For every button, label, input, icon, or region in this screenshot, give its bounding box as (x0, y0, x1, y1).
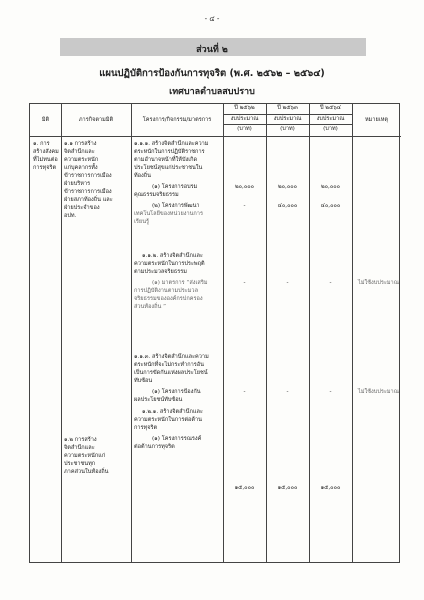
budget-2562-row-d: - (243, 389, 246, 395)
header-budget-2564: งบประมาณ (316, 116, 345, 122)
budget-2563-row-d: - (286, 389, 289, 395)
page-title: แผนปฏิบัติการป้องกันการทุจริต (พ.ศ. ๒๕๖๒ – ๒๕๖๔) (99, 68, 325, 79)
header-budget-2562: งบประมาณ (230, 116, 259, 122)
budget-2562-row-c: - (243, 280, 246, 286)
header-unit-2563: (บาท) (280, 126, 295, 132)
budget-2563-row-e: ๑๕,๐๐๐ (277, 485, 298, 491)
header-project: โครงการ/กิจกรรม/มาตรการ (142, 117, 212, 123)
header-unit-2562: (บาท) (237, 126, 252, 132)
budget-2564-row-a: ๒๐,๐๐๐ (320, 184, 341, 190)
budget-2564-row-c: - (329, 280, 332, 286)
header-unit-2564: (บาท) (323, 126, 338, 132)
action-plan-table: มิติ ภารกิจตามมิติ โครงการ/กิจกรรม/มาตรการ ปี ๒๕๖๒ ปี ๒๕๖๓ ปี ๒๕๖๔ งบประมาณ งบประมาณ งบประมาณ (บาท) (บาท) (บาท) หมายเหตุ ๑. การ สร้างสังคม ที่ไม่ทนต่อ การทุจริต ๑.๑ การสร้าง จิตสำนึกและ ความตระหนัก แก่บุคลากรทั้ง ข้าราชการการเมือง ฝ่ายบริหาร ข้าราชการการเมือง ฝ่ายสภาท้องถิ่น และ ฝ่ายประจำของ อปท. ๑.๒ การสร้าง จิตสำนึกและ ความตระหนักแก่ ประชาชนทุก ภาคส่วนในท้องถิ่น ๑.๑.๑. สร้างจิตสำนึกและความ ตระหนักในการปฏิบัติราชการ ตามอำนาจหน้าที่ให้บังเกิด ประโยชน์สุขแก่ประชาชนใน ท้องถิ่น (๑) โครงการอบรม คุณธรรมจริยธรรม (๒) โครงการพัฒนา เทคโนโลยีของหน่วยงานการ เรียนรู้ ๑.๑.๒. สร้างจิตสำนึกและ ความตระหนักในการประพฤติ ตามประมวลจริยธรรม (๑) มาตรการ “ส่งเสริม การปฏิบัติงานตามประมวล จริยธรรมขององค์กรปกครอง ส่วนท้องถิ่น ” ๑.๑.๓. สร้างจิตสำนึกและความ ตระหนักที่จะไม่กระทำการอัน เป็นการขัดกันแห่งผลประโยชน์ ทับซ้อน (๑) โครงการป้องกัน ผลประโยชน์ทับซ้อน ๑.๒.๑. สร้างจิตสำนึกและ ความตระหนักในการต่อต้าน การทุจริต (๑) โครงการรณรงค์ ต่อต้านการทุจริต ๒๐,๐๐๐ ๒๐,๐๐๐ ๒๐,๐๐๐ - ๔๐,๐๐๐ ๔๐,๐๐๐ - - - - - - ๑๕,๐๐๐ ๑๕,๐๐๐ ๑๕,๐๐๐ ไม่ใช้งบประมาณ ไม่ใช้งบประมาณ (29, 103, 400, 563)
page-subtitle: เทศบาลตำบลสบปราบ (169, 87, 255, 97)
page-number: - ๔ - (204, 15, 220, 23)
header-year-2564: ปี ๒๕๖๔ (319, 105, 342, 111)
header-year-2563: ปี ๒๕๖๓ (277, 105, 298, 111)
header-budget-2563: งบประมาณ (273, 116, 302, 122)
budget-2563-row-b: ๔๐,๐๐๐ (277, 203, 298, 209)
budget-2563-row-c: - (286, 280, 289, 286)
header-remarks: หมายเหตุ (364, 117, 389, 123)
header-year-2562: ปี ๒๕๖๒ (234, 105, 255, 111)
budget-2562-row-b: - (243, 203, 246, 209)
budget-2564-row-e: ๑๕,๐๐๐ (320, 485, 341, 491)
remark-no-budget-2: ไม่ใช้งบประมาณ (358, 389, 399, 395)
budget-2562-row-e: ๑๕,๐๐๐ (234, 485, 255, 491)
budget-2562-row-a: ๒๐,๐๐๐ (234, 184, 255, 190)
remark-no-budget-1: ไม่ใช้งบประมาณ (358, 280, 399, 286)
budget-2563-row-a: ๒๐,๐๐๐ (277, 184, 298, 190)
header-mission: ภารกิจตามมิติ (78, 117, 114, 123)
section-heading: ส่วนที่ ๒ (196, 45, 228, 55)
budget-2564-row-b: ๔๐,๐๐๐ (320, 203, 341, 209)
budget-2564-row-d: - (329, 389, 332, 395)
header-dimension: มิติ (41, 117, 50, 123)
